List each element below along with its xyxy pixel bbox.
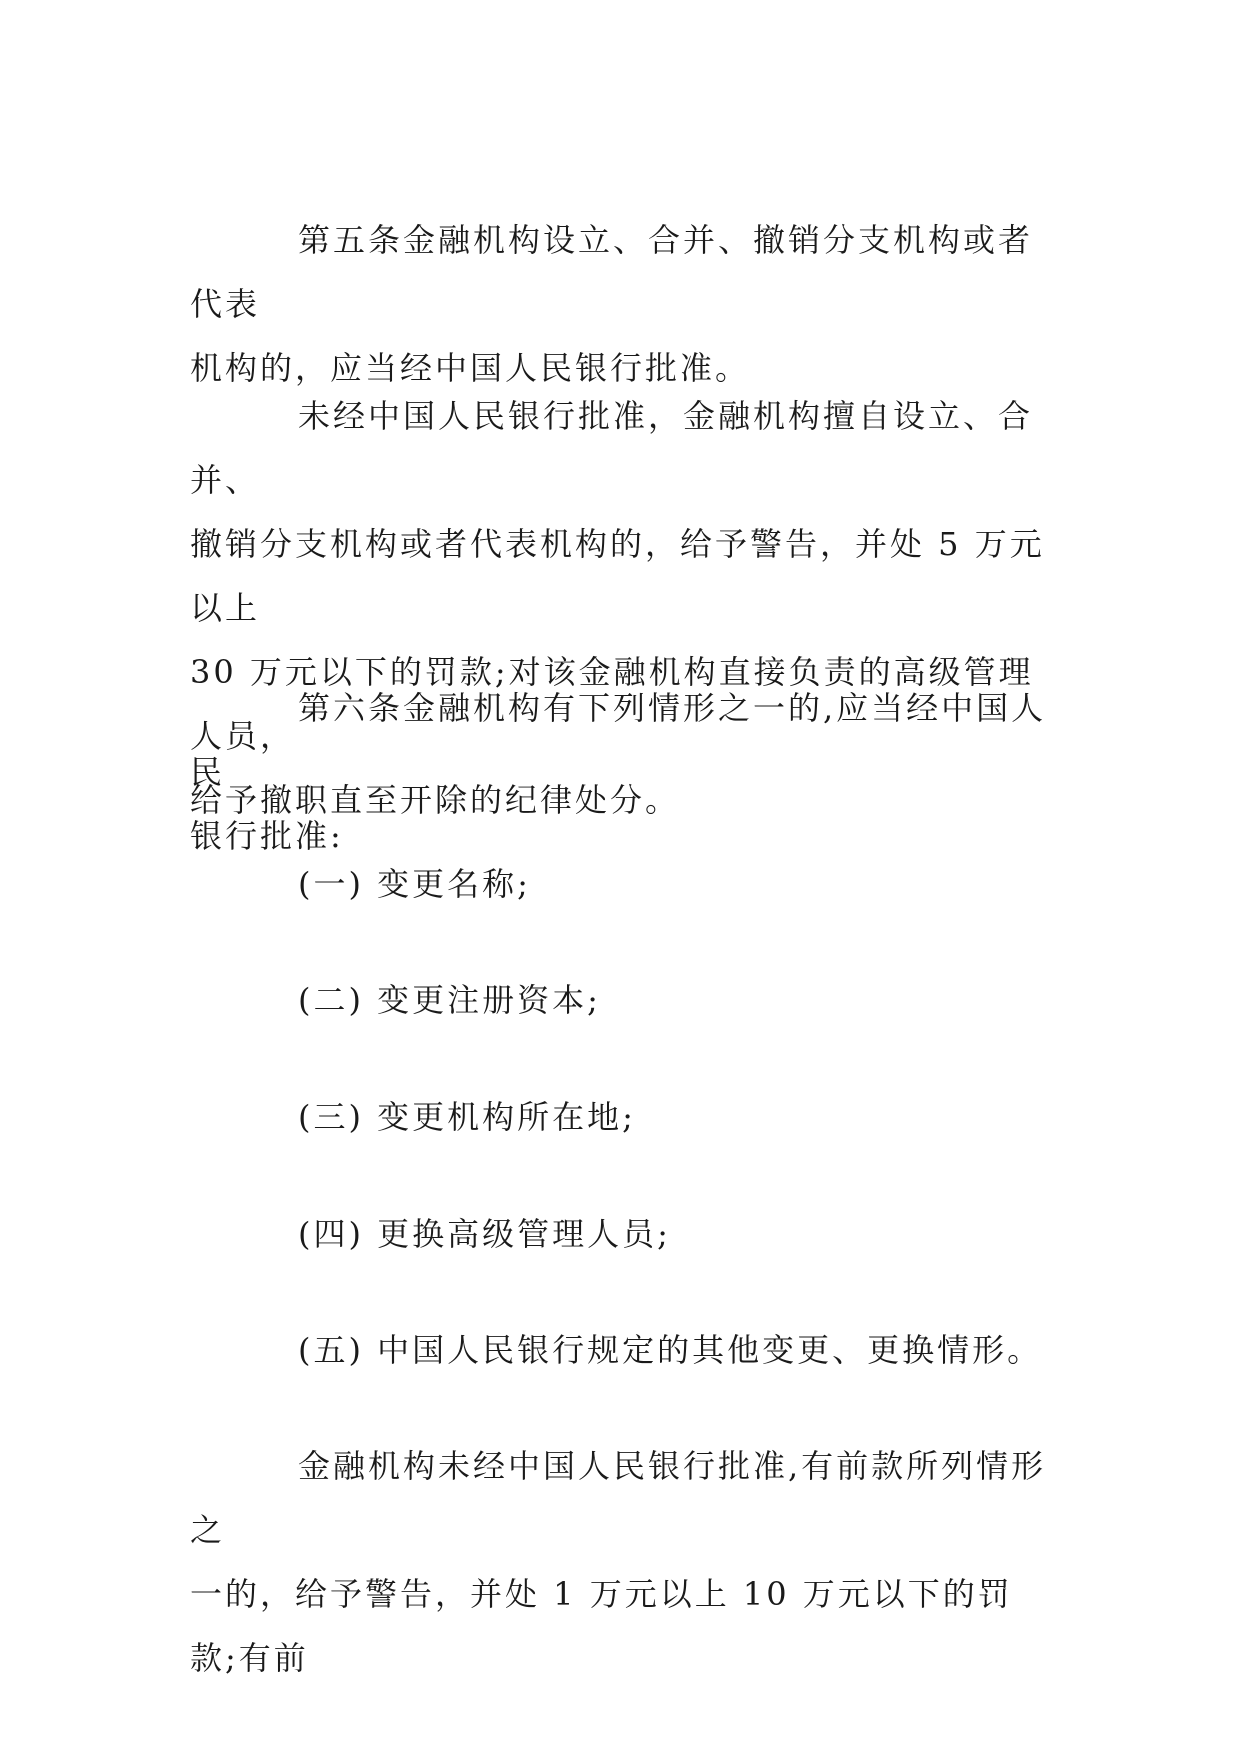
list-item-4: (四) 更换高级管理人员; — [298, 1215, 671, 1253]
list-item-1: (一) 变更名称; — [298, 865, 531, 903]
paragraph-article-6: 第六条金融机构有下列情形之一的,应当经中国人民 银行批准: — [190, 689, 1047, 855]
paragraph-article-5: 第五条金融机构设立、合并、撤销分支机构或者代表 机构的，应当经中国人民银行批准。 — [190, 221, 1034, 387]
paragraph-article-5-penalty: 未经中国人民银行批准，金融机构擅自设立、合并、 撤销分支机构或者代表机构的，给予警告，并处 5 万元以上 30 万元以下的罚款;对该金融机构直接负责的高级管理人员， 给予撤职直至开除的纪律处分。 — [190, 397, 1045, 819]
list-item-3: (三) 变更机构所在地; — [298, 1098, 636, 1136]
list-item-5: (五) 中国人民银行规定的其他变更、更换情形。 — [298, 1331, 1043, 1369]
list-item-2: (二) 变更注册资本; — [298, 981, 601, 1019]
paragraph-article-6-penalty: 金融机构未经中国人民银行批准,有前款所列情形之 一的，给予警告，并处 1 万元以上 10 万元以下的罚款;有前 — [190, 1447, 1047, 1677]
